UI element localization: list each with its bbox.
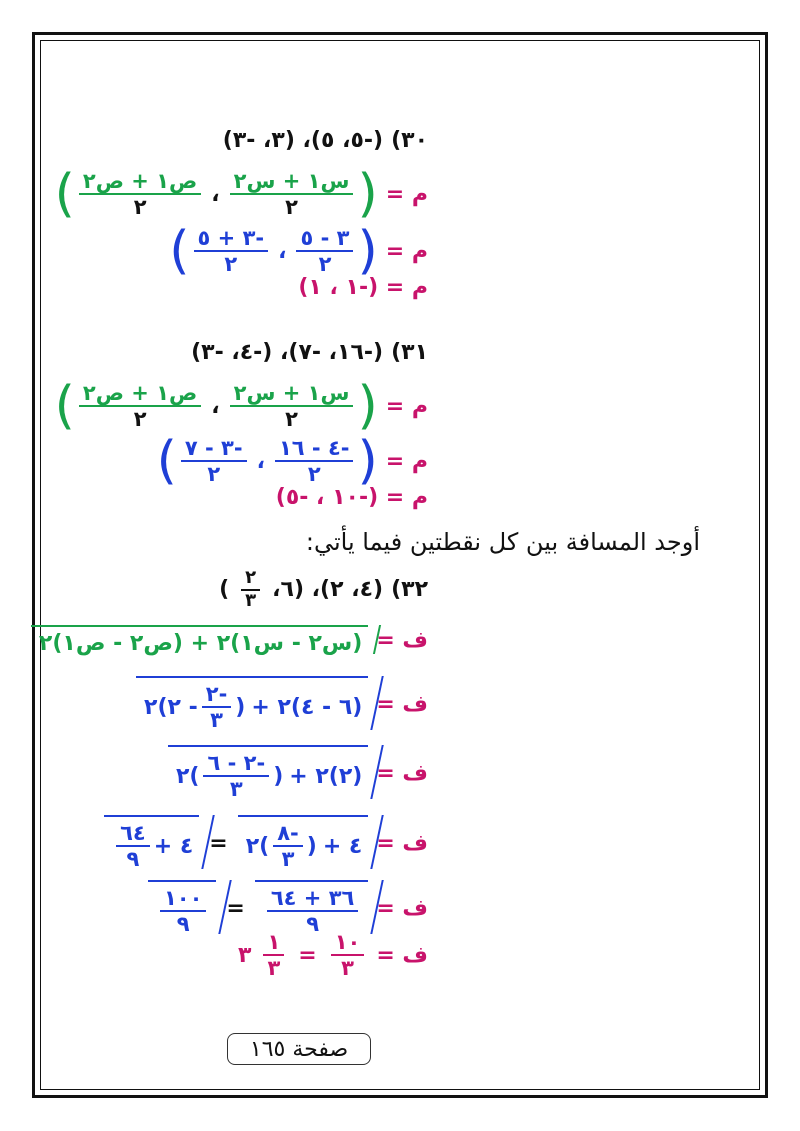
section-heading: أوجد المسافة بين كل نقطتين فيما يأتي: [305,528,700,556]
problem-30-substitution [169,221,428,281]
sqrt-step-2: (٢)٢ + ( $\frac{-٢ - ٦}{٣}$ )٢ [168,745,368,801]
sqrt-step-3a: ٤ + ( $\frac{-٨}{٣}$ )٢ [238,815,369,871]
problem-31-substitution [156,431,428,491]
problem-31-formula [54,376,428,436]
problem-32-header: ٣٢) (٤، ٢)، (٦، $\frac{٢}{٣}$ ) [219,567,428,611]
problem-32-step-2 [168,745,428,801]
problem-30-label: ٣٠) [391,128,428,153]
problem-32-step-1 [136,676,428,732]
distance-lhs: ف = [376,895,428,921]
midpoint-lhs: م = [385,181,428,207]
problem-31-points: (-١٦، -٧)، (-٤، -٣) [191,340,384,365]
formula-group: ( $\frac{\text{س١ + س٢}}{٢}$ ، $\frac{\text{ص١ + ص٢}}{٢}$ ) [54,376,378,436]
problem-30-header [223,128,428,153]
formula-group: ( $\frac{\text{س١ + س٢}}{٢}$ ، $\frac{\text{ص١ + ص٢}}{٢}$ ) [54,164,378,224]
problem-30-result: م = (-١ ، ١) [298,275,428,300]
sqrt-step-3b: ٤ + $\frac{٦٤}{٩}$ [104,815,199,871]
problem-31-label: ٣١) [391,340,428,365]
substitution-group: ( $\frac{٣ - ٥}{٢}$ ، $\frac{-٣ + ٥}{٢}$ ) [169,221,378,281]
problem-30-formula [54,164,428,224]
problem-32-formula [31,625,428,656]
problem-31-result: م = (-١٠ ، -٥) [275,485,428,510]
distance-lhs: ف = [376,628,428,653]
sqrt-formula: (س٢ - س١)٢ + (ص٢ - ص١)٢ [31,625,368,656]
page-number-badge: صفحة ١٦٥ [227,1033,371,1065]
sqrt-step-4b: $\frac{١٠٠}{٩}$ [148,880,216,936]
distance-lhs: ف = [376,760,428,786]
substitution-group: ( $\frac{-٤ - ١٦}{٢}$ ، $\frac{-٣ - ٧}{٢}$ ) [156,431,378,491]
distance-lhs: ف = [376,942,428,968]
midpoint-lhs: م = [385,448,428,474]
problem-32-result: ف = $\frac{١٠}{٣}$ = $\frac{١}{٣}$ ٣ [238,930,428,981]
sqrt-step-4a: $\frac{٣٦ + ٦٤}{٩}$ [255,880,369,936]
problem-32-label: ٣٢) [391,577,428,603]
problem-32-step-3: ف = ٤ + ( $\frac{-٨}{٣}$ )٢ = ٤ + $\frac{٦٤}{٩}$ [104,815,428,871]
problem-32-points: (٤، ٢)، (٦، [272,577,384,603]
problem-31-header [191,340,428,365]
midpoint-lhs: م = [385,238,428,264]
distance-lhs: ف = [376,691,428,717]
problem-32-step-4: ف = $\frac{٣٦ + ٦٤}{٩}$ = $\frac{١٠٠}{٩}$ [148,880,428,936]
sqrt-step-1: (٦ - ٤)٢ + ( $\frac{-٢}{٣}$ - ٢)٢ [136,676,368,732]
distance-lhs: ف = [376,830,428,856]
problem-30-points: (-٥، ٥)، (٣، -٣) [222,128,384,153]
midpoint-lhs: م = [385,393,428,419]
